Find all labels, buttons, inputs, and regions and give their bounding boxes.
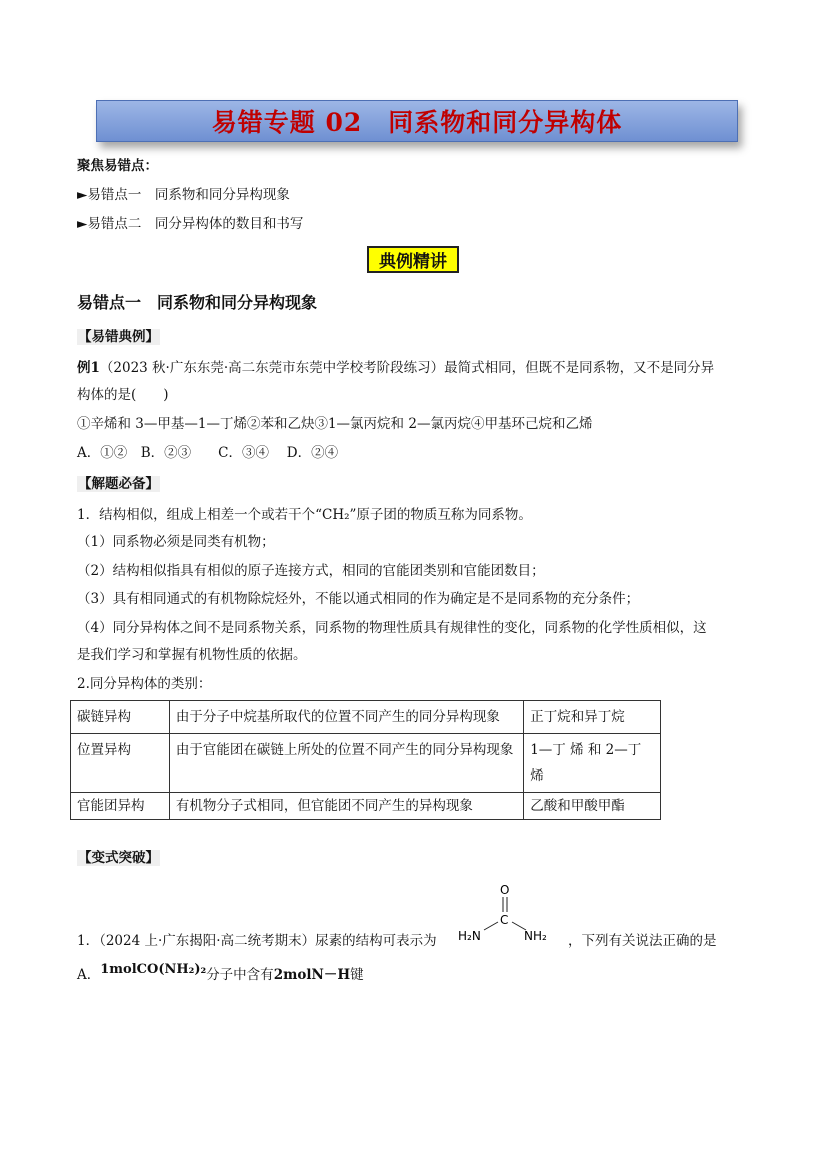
focus-item-2: ►易错点二 同分异构体的数目和书写 — [77, 216, 304, 232]
example1-line2: 构体的是( ) — [77, 387, 169, 403]
example1-choices: A．①② B．②③ C．③④ D．②④ — [77, 445, 339, 461]
essentials-p2: （1）同系物必须是同类有机物； — [77, 534, 275, 550]
table-cell: 碳链异构 — [71, 701, 170, 734]
urea-structure — [458, 880, 558, 950]
mol-right-group: NH₂ — [524, 929, 547, 943]
table-row — [71, 734, 661, 793]
title-banner — [96, 100, 738, 142]
table-cell: 位置异构 — [71, 734, 170, 793]
mol-left-group: H₂N — [458, 929, 481, 943]
option-a-formula: 1molCO(NH₂)₂ — [100, 962, 207, 977]
example-text: （2023 秋·广东东莞·高二东莞市东莞中学校考阶段练习）最简式相同，但既不是同系物，又不是同分异 — [99, 360, 715, 376]
table-cell: 由于分子中烷基所取代的位置不同产生的同分异构现象 — [169, 701, 523, 734]
bond-left — [484, 922, 498, 930]
section-box: 典例精讲 — [367, 246, 459, 273]
mol-carbon: C — [500, 913, 509, 927]
table-row — [71, 793, 661, 820]
table-row — [71, 701, 661, 734]
essentials-p6: 2.同分异构体的类别： — [77, 676, 212, 692]
option-a-mid: 分子中含有 — [206, 967, 274, 983]
tag-label: 【易错典例】 — [78, 329, 159, 345]
tag-label: 【变式突破】 — [78, 850, 159, 866]
essentials-p3: （2）结构相似指具有相似的原子连接方式，相同的官能团类别和官能团数目； — [77, 563, 545, 579]
essentials-p5a: （4）同分异构体之间不是同系物关系，同系物的物理性质具有规律性的变化，同系物的化学性质相似，这 — [77, 620, 707, 636]
typical-tag — [77, 327, 160, 347]
option-a — [77, 963, 364, 983]
question1-after: ，下列有关说法正确的是 — [568, 933, 717, 949]
point1-title: 易错点一 同系物和同分异构现象 — [77, 293, 318, 312]
tag-label: 【解题必备】 — [78, 476, 159, 492]
mol-oxygen: O — [500, 883, 510, 897]
isomer-table — [70, 700, 661, 820]
table-cell: 1—丁 烯 和 2—丁烯 — [524, 734, 661, 793]
option-a-end: 键 — [350, 967, 364, 983]
essentials-p4: （3）具有相同通式的有机物除烷烃外，不能以通式相同的作为确定是不是同系物的充分条件； — [77, 591, 640, 607]
example1-line1 — [77, 358, 714, 378]
example-label: 例1 — [77, 360, 100, 376]
option-a-prefix: A． — [77, 967, 101, 983]
focus-heading: 聚焦易错点： — [77, 158, 158, 174]
table-cell: 官能团异构 — [71, 793, 170, 820]
essentials-p1: 1．结构相似，组成上相差一个或若干个“CH₂”原子团的物质互称为同系物。 — [77, 507, 532, 523]
table-cell: 由于官能团在碳链上所处的位置不同产生的同分异构现象 — [169, 734, 523, 793]
table-cell: 有机物分子式相同，但官能团不同产生的异构现象 — [169, 793, 523, 820]
page-title: 易错专题 02 同系物和同分异构体 — [211, 108, 623, 137]
essentials-tag — [77, 474, 160, 494]
example1-options: ①辛烯和 3—甲基—1—丁烯②苯和乙炔③1—氯丙烷和 2—氯丙烷④甲基环己烷和乙烯 — [77, 416, 593, 432]
option-a-bond: 2molN－H — [273, 967, 351, 983]
essentials-p5b: 是我们学习和掌握有机物性质的依据。 — [77, 647, 307, 663]
table-cell: 乙酸和甲酸甲酯 — [524, 793, 661, 820]
variant-tag — [77, 848, 160, 868]
table-cell: 正丁烷和异丁烷 — [524, 701, 661, 734]
question1-before: 1．（2024 上·广东揭阳·高二统考期末）尿素的结构可表示为 — [77, 933, 437, 949]
focus-item-1: ►易错点一 同系物和同分异构现象 — [77, 187, 290, 203]
